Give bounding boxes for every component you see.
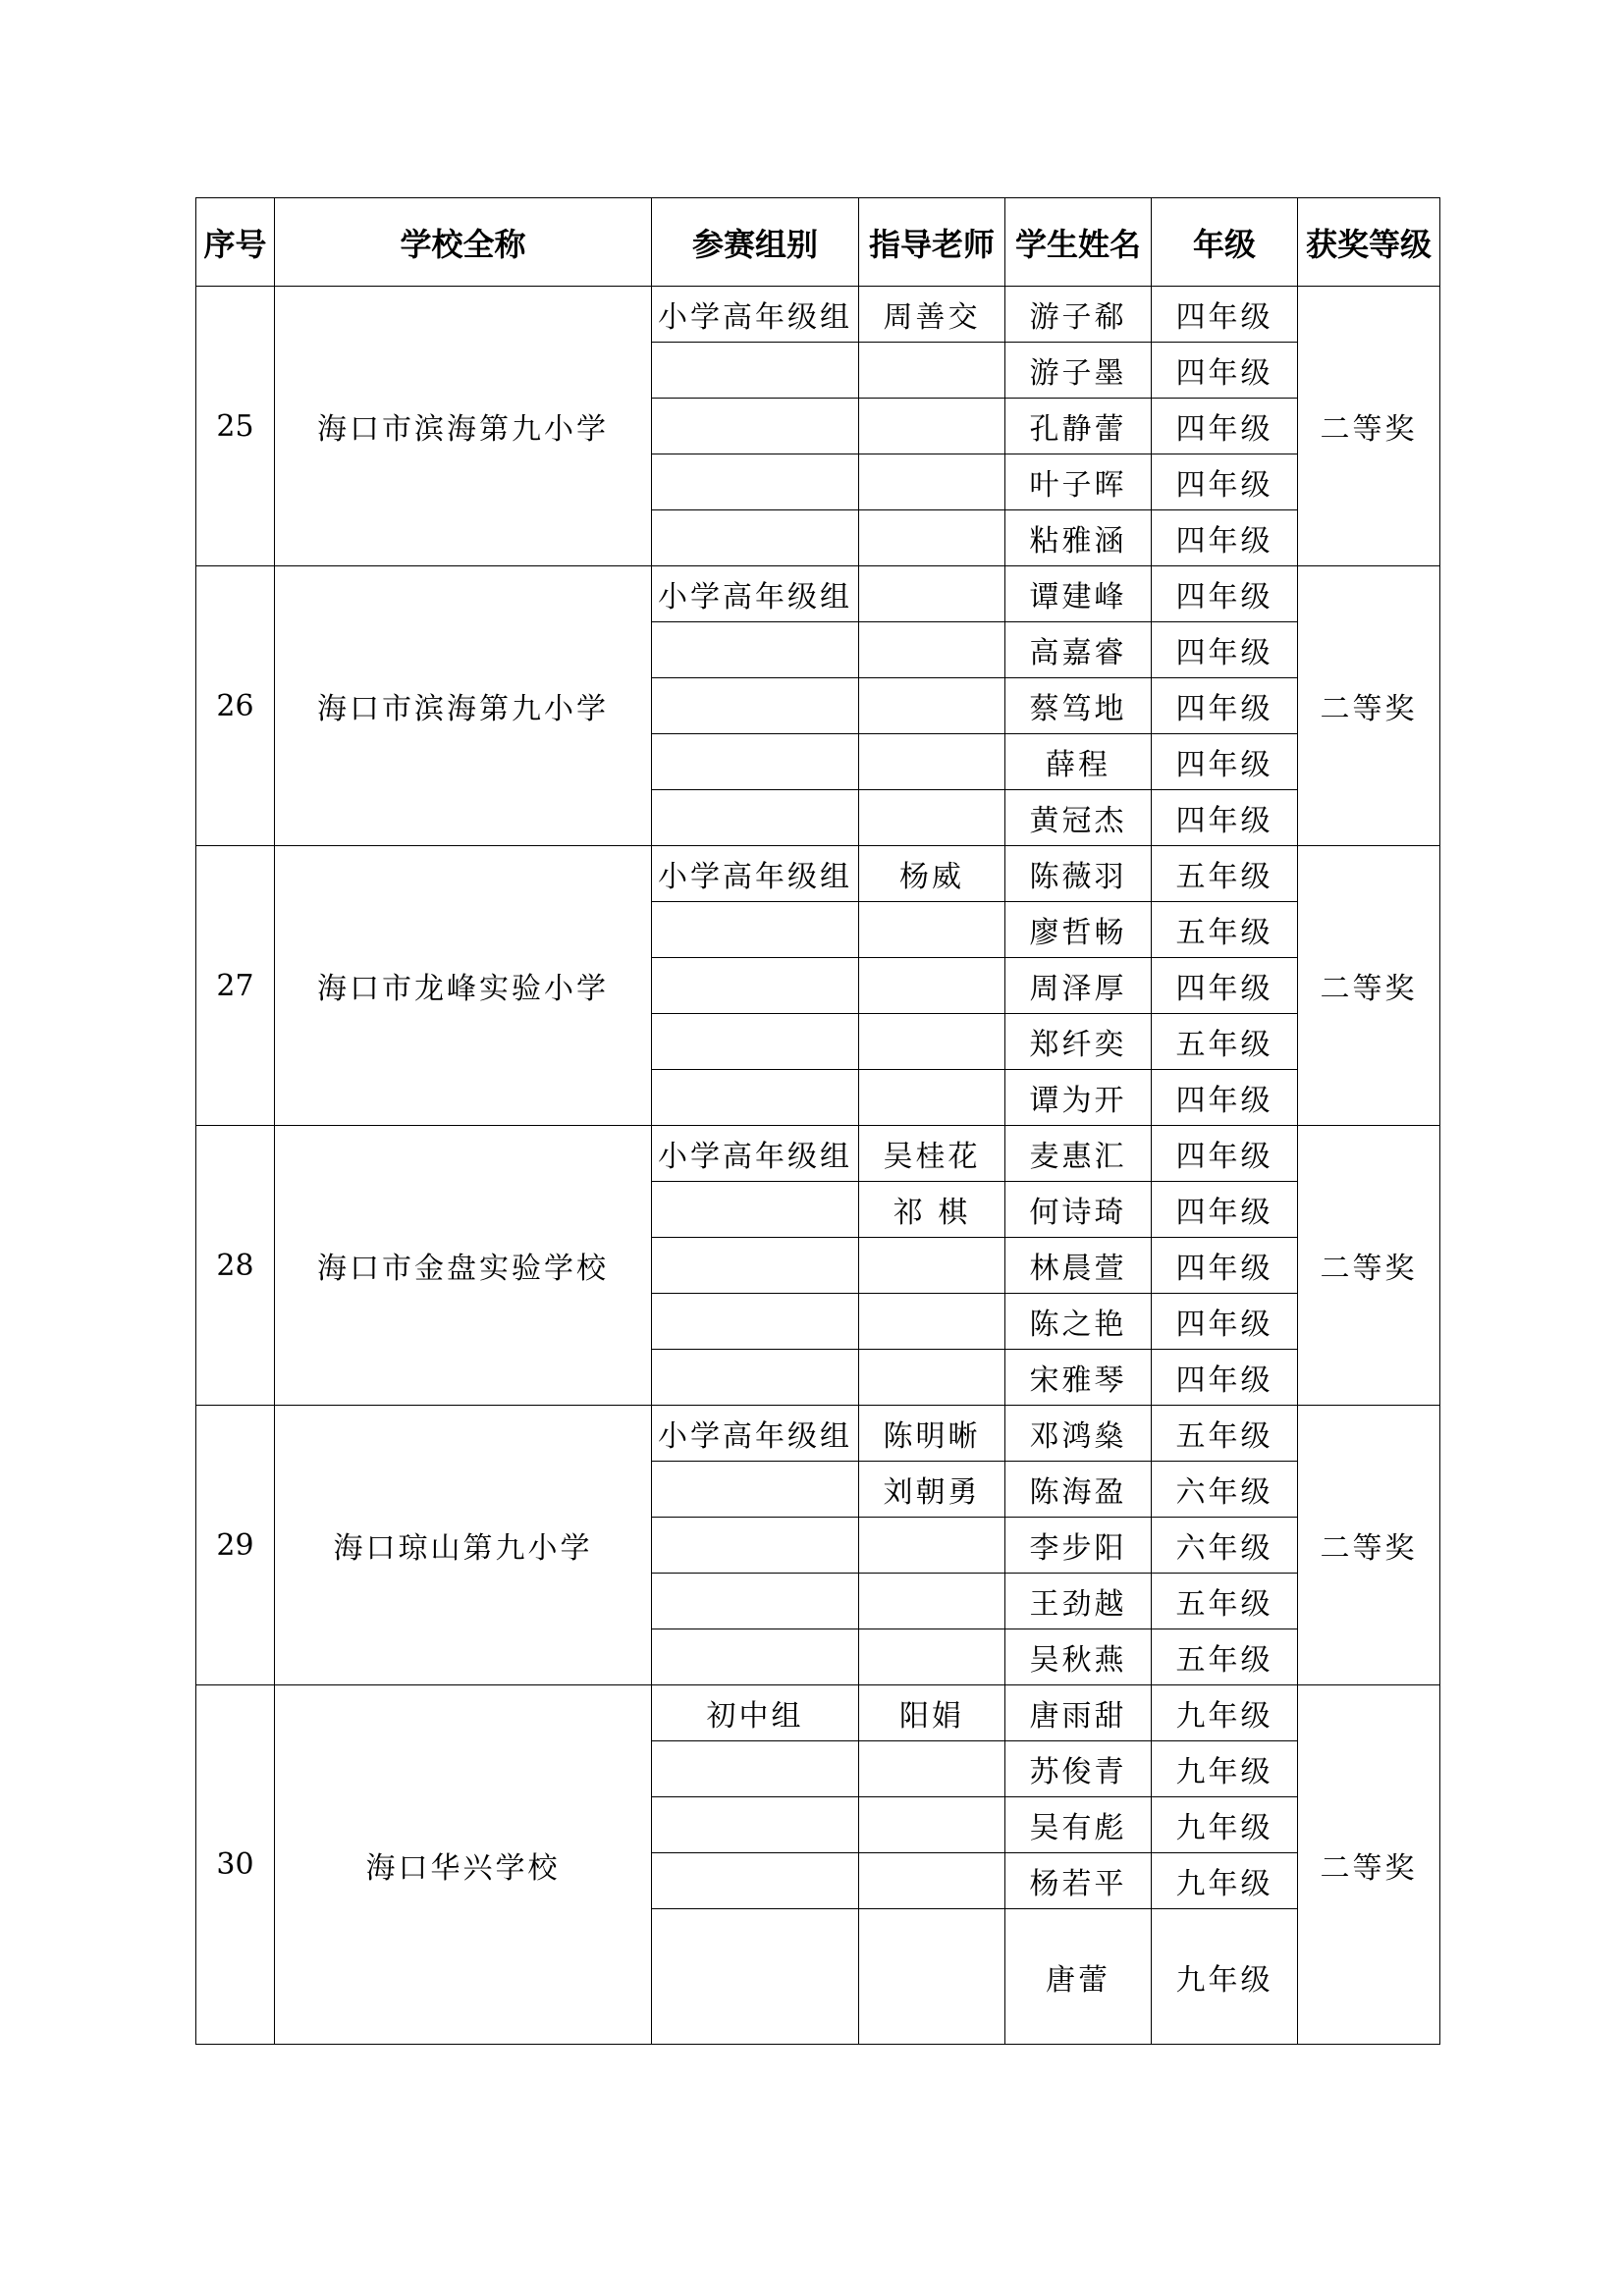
student-name-cell: 陈海盈 xyxy=(1005,1462,1152,1518)
student-name-cell: 谭建峰 xyxy=(1005,566,1152,622)
instructor-cell xyxy=(859,1014,1005,1070)
grade-cell: 四年级 xyxy=(1152,678,1298,734)
student-name-cell: 唐蕾 xyxy=(1005,1909,1152,2045)
instructor-cell xyxy=(859,1853,1005,1909)
competition-group-cell xyxy=(652,1797,859,1853)
student-name-cell: 陈之艳 xyxy=(1005,1294,1152,1350)
grade-cell: 四年级 xyxy=(1152,287,1298,343)
competition-group-cell xyxy=(652,1574,859,1629)
header-school-name: 学校全称 xyxy=(275,198,652,287)
school-name-cell: 海口市金盘实验学校 xyxy=(275,1126,652,1406)
award-level-cell: 二等奖 xyxy=(1298,1406,1440,1685)
student-name-cell: 游子墨 xyxy=(1005,343,1152,399)
grade-cell: 九年级 xyxy=(1152,1685,1298,1741)
grade-cell: 六年级 xyxy=(1152,1462,1298,1518)
student-name-cell: 周泽厚 xyxy=(1005,958,1152,1014)
student-name-cell: 蔡笃地 xyxy=(1005,678,1152,734)
header-instructor: 指导老师 xyxy=(859,198,1005,287)
header-student-name: 学生姓名 xyxy=(1005,198,1152,287)
student-name-cell: 宋雅琴 xyxy=(1005,1350,1152,1406)
award-level-cell: 二等奖 xyxy=(1298,846,1440,1126)
student-name-cell: 黄冠杰 xyxy=(1005,790,1152,846)
competition-group-cell xyxy=(652,1462,859,1518)
instructor-cell xyxy=(859,622,1005,678)
instructor-cell xyxy=(859,510,1005,566)
instructor-cell xyxy=(859,1294,1005,1350)
student-name-cell: 薛程 xyxy=(1005,734,1152,790)
grade-cell: 四年级 xyxy=(1152,734,1298,790)
serial-number-cell: 28 xyxy=(196,1126,275,1406)
instructor-cell xyxy=(859,1350,1005,1406)
grade-cell: 九年级 xyxy=(1152,1853,1298,1909)
competition-group-cell xyxy=(652,958,859,1014)
competition-group-cell xyxy=(652,790,859,846)
competition-group-cell xyxy=(652,1909,859,2045)
instructor-cell: 祁 棋 xyxy=(859,1182,1005,1238)
grade-cell: 四年级 xyxy=(1152,399,1298,454)
instructor-cell xyxy=(859,734,1005,790)
instructor-cell: 周善交 xyxy=(859,287,1005,343)
serial-number-cell: 30 xyxy=(196,1685,275,2045)
grade-cell: 九年级 xyxy=(1152,1909,1298,2045)
instructor-cell xyxy=(859,790,1005,846)
student-name-cell: 苏俊青 xyxy=(1005,1741,1152,1797)
grade-cell: 五年级 xyxy=(1152,1574,1298,1629)
instructor-cell xyxy=(859,1070,1005,1126)
competition-group-cell: 小学高年级组 xyxy=(652,846,859,902)
grade-cell: 四年级 xyxy=(1152,1238,1298,1294)
instructor-cell: 陈明晰 xyxy=(859,1406,1005,1462)
student-name-cell: 杨若平 xyxy=(1005,1853,1152,1909)
competition-group-cell xyxy=(652,343,859,399)
competition-group-cell xyxy=(652,1518,859,1574)
grade-cell: 五年级 xyxy=(1152,1014,1298,1070)
instructor-cell xyxy=(859,454,1005,510)
grade-cell: 四年级 xyxy=(1152,510,1298,566)
competition-group-cell xyxy=(652,678,859,734)
award-level-cell: 二等奖 xyxy=(1298,566,1440,846)
instructor-cell xyxy=(859,1518,1005,1574)
instructor-cell: 阳娟 xyxy=(859,1685,1005,1741)
instructor-cell xyxy=(859,1629,1005,1685)
competition-group-cell xyxy=(652,734,859,790)
competition-group-cell xyxy=(652,1182,859,1238)
student-name-cell: 吴有彪 xyxy=(1005,1797,1152,1853)
grade-cell: 四年级 xyxy=(1152,958,1298,1014)
grade-cell: 四年级 xyxy=(1152,1182,1298,1238)
table-row xyxy=(196,846,1440,902)
instructor-cell xyxy=(859,958,1005,1014)
instructor-cell xyxy=(859,1574,1005,1629)
competition-group-cell xyxy=(652,1070,859,1126)
competition-group-cell xyxy=(652,510,859,566)
student-name-cell: 唐雨甜 xyxy=(1005,1685,1152,1741)
competition-group-cell xyxy=(652,1238,859,1294)
header-award-level: 获奖等级 xyxy=(1298,198,1440,287)
grade-cell: 四年级 xyxy=(1152,343,1298,399)
grade-cell: 四年级 xyxy=(1152,454,1298,510)
grade-cell: 九年级 xyxy=(1152,1797,1298,1853)
competition-group-cell xyxy=(652,399,859,454)
table-row xyxy=(196,1685,1440,1741)
award-level-cell: 二等奖 xyxy=(1298,1685,1440,2045)
student-name-cell: 叶子晖 xyxy=(1005,454,1152,510)
competition-group-cell xyxy=(652,1014,859,1070)
competition-group-cell: 小学高年级组 xyxy=(652,566,859,622)
serial-number-cell: 25 xyxy=(196,287,275,566)
instructor-cell xyxy=(859,566,1005,622)
table-row xyxy=(196,1126,1440,1182)
grade-cell: 四年级 xyxy=(1152,1070,1298,1126)
grade-cell: 五年级 xyxy=(1152,1406,1298,1462)
student-name-cell: 谭为开 xyxy=(1005,1070,1152,1126)
header-serial-number: 序号 xyxy=(196,198,275,287)
student-name-cell: 王劲越 xyxy=(1005,1574,1152,1629)
instructor-cell: 吴桂花 xyxy=(859,1126,1005,1182)
instructor-cell: 刘朝勇 xyxy=(859,1462,1005,1518)
grade-cell: 五年级 xyxy=(1152,846,1298,902)
school-name-cell: 海口市滨海第九小学 xyxy=(275,566,652,846)
header-grade: 年级 xyxy=(1152,198,1298,287)
student-name-cell: 郑纤奕 xyxy=(1005,1014,1152,1070)
instructor-cell xyxy=(859,399,1005,454)
student-name-cell: 李步阳 xyxy=(1005,1518,1152,1574)
serial-number-cell: 26 xyxy=(196,566,275,846)
grade-cell: 五年级 xyxy=(1152,902,1298,958)
school-name-cell: 海口市龙峰实验小学 xyxy=(275,846,652,1126)
grade-cell: 四年级 xyxy=(1152,1126,1298,1182)
student-name-cell: 麦惠汇 xyxy=(1005,1126,1152,1182)
instructor-cell xyxy=(859,1238,1005,1294)
student-name-cell: 邓鸿燊 xyxy=(1005,1406,1152,1462)
award-level-cell: 二等奖 xyxy=(1298,287,1440,566)
grade-cell: 四年级 xyxy=(1152,790,1298,846)
competition-group-cell xyxy=(652,622,859,678)
student-name-cell: 林晨萱 xyxy=(1005,1238,1152,1294)
grade-cell: 四年级 xyxy=(1152,1350,1298,1406)
school-name-cell: 海口市滨海第九小学 xyxy=(275,287,652,566)
serial-number-cell: 27 xyxy=(196,846,275,1126)
grade-cell: 四年级 xyxy=(1152,566,1298,622)
student-name-cell: 陈薇羽 xyxy=(1005,846,1152,902)
student-name-cell: 游子郗 xyxy=(1005,287,1152,343)
student-name-cell: 吴秋燕 xyxy=(1005,1629,1152,1685)
student-name-cell: 何诗琦 xyxy=(1005,1182,1152,1238)
competition-group-cell: 小学高年级组 xyxy=(652,1126,859,1182)
instructor-cell xyxy=(859,1909,1005,2045)
school-name-cell: 海口琼山第九小学 xyxy=(275,1406,652,1685)
table-row xyxy=(196,566,1440,622)
grade-cell: 九年级 xyxy=(1152,1741,1298,1797)
competition-group-cell xyxy=(652,454,859,510)
competition-group-cell xyxy=(652,1350,859,1406)
competition-group-cell: 小学高年级组 xyxy=(652,287,859,343)
competition-group-cell xyxy=(652,1853,859,1909)
competition-group-cell xyxy=(652,1294,859,1350)
student-name-cell: 粘雅涵 xyxy=(1005,510,1152,566)
grade-cell: 五年级 xyxy=(1152,1629,1298,1685)
award-table xyxy=(195,197,1440,2045)
student-name-cell: 孔静蕾 xyxy=(1005,399,1152,454)
competition-group-cell: 小学高年级组 xyxy=(652,1406,859,1462)
instructor-cell xyxy=(859,1741,1005,1797)
header-competition-group: 参赛组别 xyxy=(652,198,859,287)
student-name-cell: 高嘉睿 xyxy=(1005,622,1152,678)
instructor-cell xyxy=(859,1797,1005,1853)
grade-cell: 六年级 xyxy=(1152,1518,1298,1574)
school-name-cell: 海口华兴学校 xyxy=(275,1685,652,2045)
table-body xyxy=(196,287,1440,2045)
grade-cell: 四年级 xyxy=(1152,1294,1298,1350)
table-row xyxy=(196,1406,1440,1462)
competition-group-cell: 初中组 xyxy=(652,1685,859,1741)
competition-group-cell xyxy=(652,902,859,958)
instructor-cell: 杨威 xyxy=(859,846,1005,902)
award-level-cell: 二等奖 xyxy=(1298,1126,1440,1406)
competition-group-cell xyxy=(652,1741,859,1797)
serial-number-cell: 29 xyxy=(196,1406,275,1685)
instructor-cell xyxy=(859,678,1005,734)
table-row xyxy=(196,287,1440,343)
competition-group-cell xyxy=(652,1629,859,1685)
header-row xyxy=(196,198,1440,287)
instructor-cell xyxy=(859,343,1005,399)
grade-cell: 四年级 xyxy=(1152,622,1298,678)
instructor-cell xyxy=(859,902,1005,958)
student-name-cell: 廖哲畅 xyxy=(1005,902,1152,958)
